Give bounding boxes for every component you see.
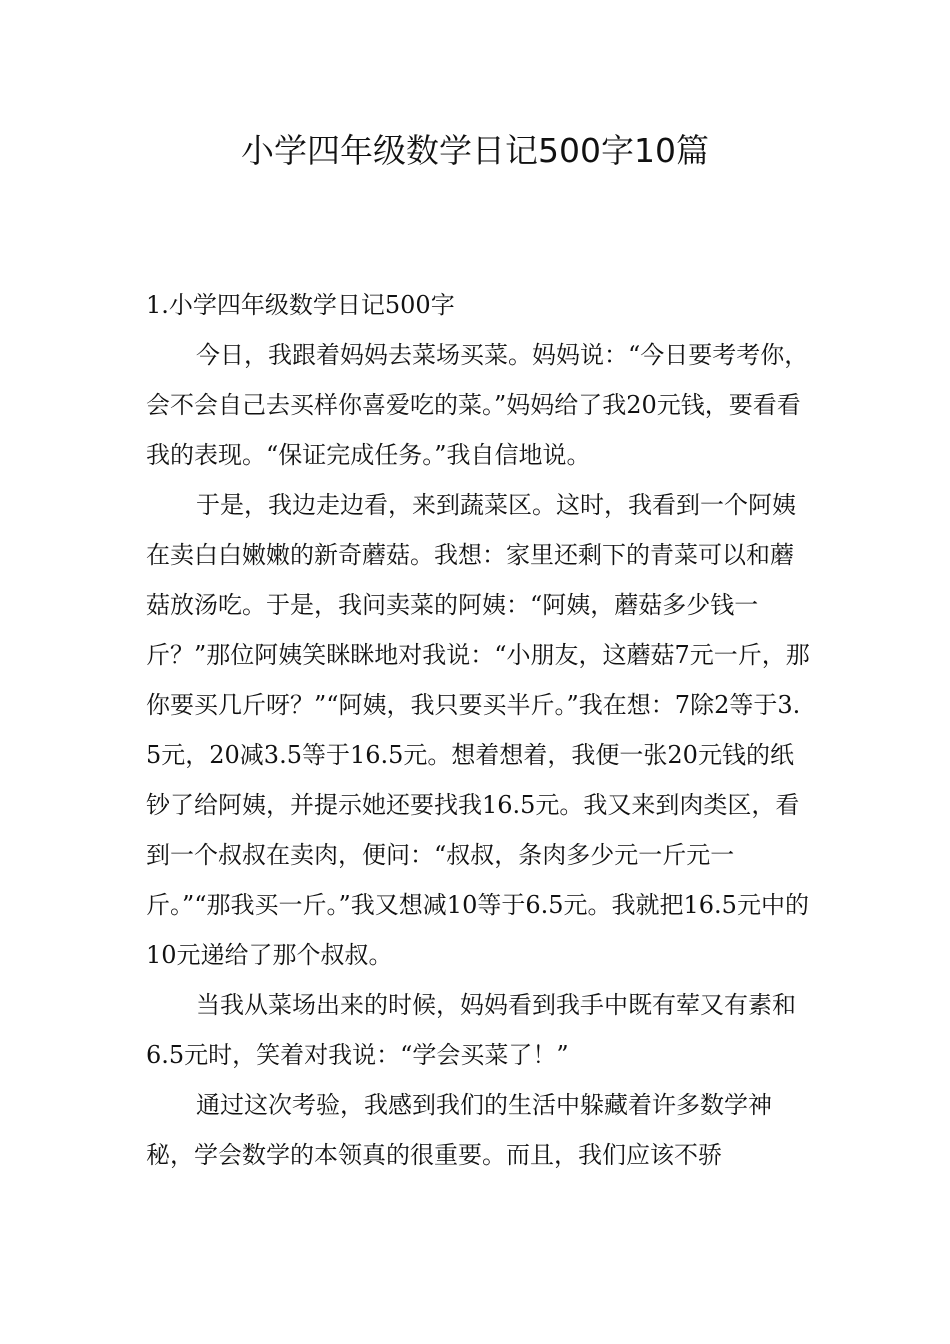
paragraph-1: 今日，我跟着妈妈去菜场买菜。妈妈说：“今日要考考你，会不会自己去买样你喜爱吃的菜。”妈妈给了我20元钱，要看看我的表现。“保证完成任务。”我自信地说。 xyxy=(146,341,809,469)
paragraph-2: 于是，我边走边看，来到蔬菜区。这时，我看到一个阿姨在卖白白嫩嫩的新奇蘑菇。我想：家里还剩下的青菜可以和蘑菇放汤吃。于是，我问卖菜的阿姨：“阿姨，蘑菇多少钱一斤？”那位阿姨笑眯眯地对我说：“小朋友，这蘑菇7元一斤，那你要买几斤呀？”“阿姨，我只要买半斤。”我在想：7除2等于3.5元，20减3.5等于16.5元。想着想着，我便一张20元钱的纸钞了给阿姨，并提示她还要找我16.5元。我又来到肉类区，看到一个叔叔在卖肉，便问：“叔叔，条肉多少元一斤元一斤。”“那我买一斤。”我又想减10等于6.5元。我就把16.5元中的10元递给了那个叔叔。 xyxy=(146,491,810,969)
document-title: 小学四年级数学日记500字10篇 xyxy=(241,131,709,170)
paragraph-4: 通过这次考验，我感到我们的生活中躲藏着许多数学神秘，学会数学的本领真的很重要。而且，我们应该不骄 xyxy=(146,1091,772,1169)
paragraph-3: 当我从菜场出来的时候，妈妈看到我手中既有荤又有素和6.5元时，笑着对我说：“学会买菜了！” xyxy=(146,991,796,1069)
document-body xyxy=(146,280,810,1180)
section-heading: 1.小学四年级数学日记500字 xyxy=(146,291,455,319)
